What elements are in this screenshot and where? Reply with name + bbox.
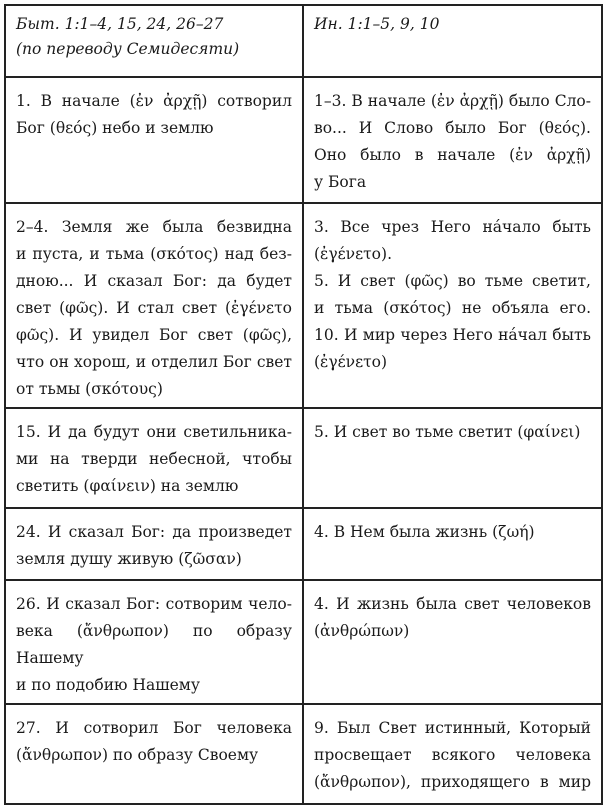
text-line: (ἄνθρωπον), приходящего в мир	[314, 773, 591, 791]
john-cell	[303, 408, 602, 508]
text-line: 26. И сказал Бог: сотворим чело-	[16, 595, 292, 613]
text-line: 24. И сказал Бог: да произведет	[16, 523, 292, 541]
table-row	[5, 203, 602, 408]
text-line: свет (φῶς). И стал свет (ἐγένετο	[16, 299, 292, 317]
text-line: φῶς). И увидел Бог свет (φῶς),	[16, 326, 292, 344]
john-cell	[303, 580, 602, 704]
text-line: земля душу живую (ζῶσαν)	[16, 550, 242, 568]
header-john	[303, 5, 602, 77]
text-line: и тьма (σκότος) не объяла его.	[314, 299, 591, 317]
genesis-cell	[5, 508, 303, 580]
text-line: и по подобию Нашему	[16, 676, 200, 694]
john-cell	[303, 203, 602, 408]
header-genesis	[5, 5, 303, 77]
header-line: (по переводу Семидесяти)	[16, 40, 240, 58]
genesis-cell	[5, 77, 303, 203]
text-line: 15. И да будут они светильника-	[16, 423, 292, 441]
text-line: Бог (θεός) небо и землю	[16, 119, 214, 137]
text-line: 27. И сотворил Бог человека	[16, 719, 292, 737]
table-row	[5, 77, 602, 203]
text-line: 2–4. Земля же была безвидна	[16, 218, 292, 236]
text-line: что он хорош, и отделил Бог свет	[16, 353, 292, 371]
text-line: и пуста, и тьма (σκότος) над без-	[16, 245, 292, 263]
text-line: ми на тверди небесной, чтобы	[16, 450, 292, 468]
text-line: 5. И свет во тьме светит (φαίνει)	[314, 423, 581, 441]
text-line: 1. В начале (ἐν ἀρχῇ) сотворил	[16, 92, 292, 110]
table-header-row	[5, 5, 602, 77]
table-row	[5, 704, 602, 804]
header-line: Быт. 1:1–4, 15, 24, 26–27	[16, 15, 224, 33]
genesis-cell	[5, 408, 303, 508]
text-line: 10. И мир через Него нáчал быть	[314, 326, 591, 344]
text-line: 4. И жизнь была свет человеков	[314, 595, 591, 613]
genesis-cell	[5, 704, 303, 804]
genesis-cell	[5, 580, 303, 704]
text-line: от тьмы (σκότους)	[16, 380, 163, 398]
john-cell	[303, 508, 602, 580]
text-line: 1–3. В начале (ἐν ἀρχῇ) было Сло-	[314, 92, 591, 110]
table-row	[5, 508, 602, 580]
text-line: (ἀνθρώπων)	[314, 622, 410, 640]
comparison-table	[4, 4, 603, 805]
text-line: (ἐγένετο)	[314, 353, 388, 371]
text-line: 3. Все чрез Него нáчало быть	[314, 218, 591, 236]
text-line: Оно было в начале (ἐν ἀρχῇ)	[314, 146, 591, 164]
text-line: у Бога	[314, 173, 367, 191]
text-line: 4. В Нем была жизнь (ζωή)	[314, 523, 535, 541]
text-line: 9. Был Свет истинный, Который	[314, 719, 591, 737]
table-row	[5, 408, 602, 508]
john-cell	[303, 77, 602, 203]
genesis-cell	[5, 203, 303, 408]
text-line: во... И Слово было Бог (θεός).	[314, 119, 591, 137]
document-page	[4, 4, 601, 805]
header-line: Ин. 1:1–5, 9, 10	[314, 15, 440, 33]
text-line: просвещает всякого человека	[314, 746, 591, 764]
text-line: (ἐγένετο).	[314, 245, 392, 263]
text-line: светить (φαίνειν) на землю	[16, 477, 239, 495]
john-cell	[303, 704, 602, 804]
text-line: 5. И свет (φῶς) во тьме светит,	[314, 272, 591, 290]
text-line: (ἄνθρωπον) по образу Своему	[16, 746, 259, 764]
text-line: века (ἄνθρωπον) по образу Нашему	[16, 622, 292, 667]
text-line: дною... И сказал Бог: да будет	[16, 272, 292, 290]
table-row	[5, 580, 602, 704]
